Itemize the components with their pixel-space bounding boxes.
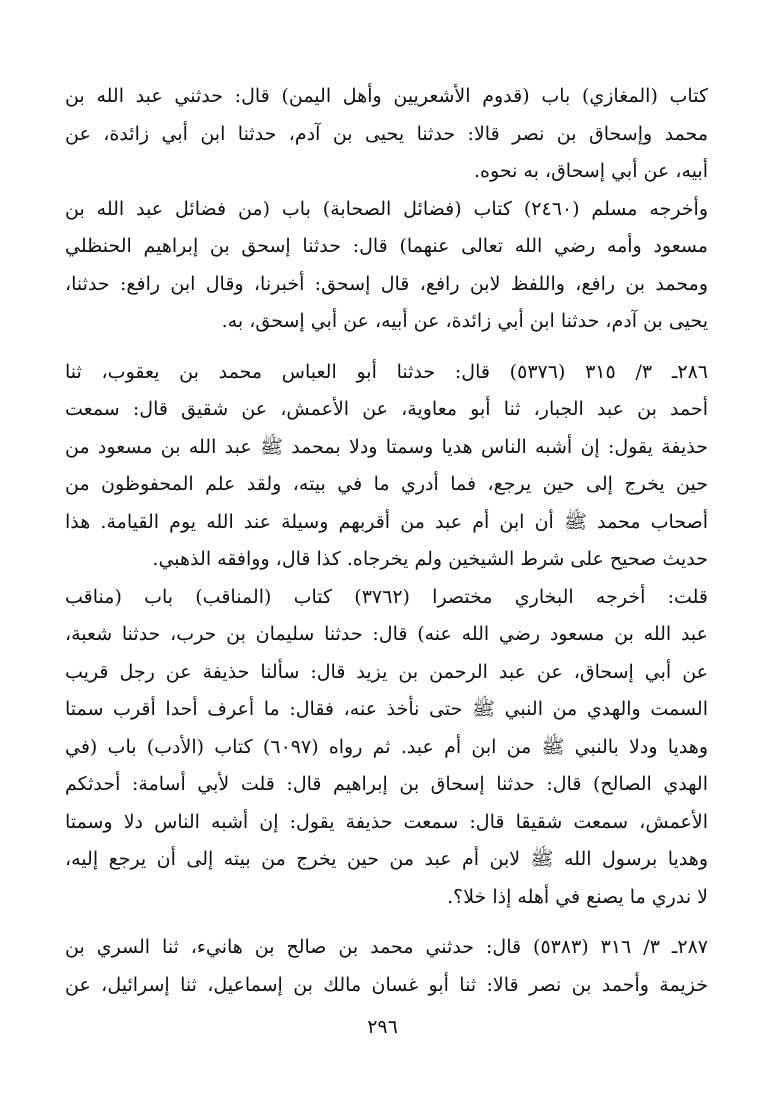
text-line: يحيى بن آدم، حدثنا ابن أبي زائدة، عن أبيه، عن أبي إسحق، به.	[221, 310, 708, 332]
text-line: مسعود وأمه رضي الله تعالى عنهما) قال: حدثنا إسحق بن إبراهيم الحنظلي	[65, 235, 708, 257]
text-line: ٢٨٧ـ ٣/ ٣١٦ (٥٣٨٣) قال: حدثني محمد بن صالح بن هانيء، ثنا السري بن	[65, 936, 708, 958]
text-line: حديث صحيح على شرط الشيخين ولم يخرجاه. كذا قال، ووافقه الذهبي.	[152, 548, 708, 570]
paragraph-hadith-287	[65, 929, 708, 1004]
section-gap	[65, 341, 708, 354]
text-line: كتاب (المغازي) باب (قدوم الأشعريين وأهل اليمن) قال: حدثني عبد الله بن	[65, 85, 708, 107]
text-line: عبد الله بن مسعود رضي الله عنه) قال: حدثنا سليمان بن حرب، حدثنا شعبة،	[65, 623, 708, 645]
text-line: حذيفة يقول: إن أشبه الناس هديا وسمتا ودلا بمحمد ﷺ عبد الله بن مسعود من	[65, 435, 708, 458]
text-line: ومحمد بن رافع، واللفظ لابن رافع، قال إسحق: أخبرنا، وقال ابن رافع: حدثنا،	[65, 272, 708, 295]
text-line: أبيه، عن أبي إسحاق، به نحوه.	[474, 160, 708, 182]
text-line: السمت والهدي من النبي ﷺ حتى نأخذ عنه، فقال: ما أعرف أحدا أقرب سمتا	[65, 698, 708, 720]
paragraph-bukhari-maghazi	[65, 78, 708, 191]
text-line: محمد وإسحاق بن نصر قالا: حدثنا يحيى بن آدم، حدثنا ابن أبي زائدة، عن	[65, 122, 708, 145]
paragraph-commentary	[65, 579, 708, 917]
text-line: حين يخرج إلى حين يرجع، فما أدري ما في بيته، ولقد علم المحفوظون من	[65, 473, 708, 495]
text-line: الهدي الصالح) قال: حدثنا إسحاق بن إبراهيم قال: قلت لأبي أسامة: أحدثكم	[65, 773, 708, 795]
text-line: قلت: أخرجه البخاري مختصرا (٣٧٦٢) كتاب (المناقب) باب (مناقب	[65, 585, 708, 608]
paragraph-hadith-286	[65, 354, 708, 579]
text-line: لا ندري ما يصنع في أهله إذا خلا؟.	[447, 885, 708, 908]
text-line: ٢٨٦ـ ٣/ ٣١٥ (٥٣٧٦) قال: حدثنا أبو العباس محمد بن يعقوب، ثنا	[65, 360, 708, 383]
text-line: الأعمش، سمعت شقيقا قال: سمعت حذيفة يقول: إن أشبه الناس دلا وسمتا	[65, 810, 708, 833]
text-line: خزيمة وأحمد بن نصر قالا: ثنا أبو غسان مالك بن إسماعيل، ثنا إسرائيل، عن	[65, 973, 708, 996]
text-line: عن أبي إسحاق، عن عبد الرحمن بن يزيد قال: سألنا حذيفة عن رجل قريب	[65, 660, 708, 683]
text-line: أصحاب محمد ﷺ أن ابن أم عبد من أقربهم وسيلة عند الله يوم القيامة. هذا	[65, 510, 708, 533]
text-line: وأخرجه مسلم (٢٤٦٠) كتاب (فضائل الصحابة) باب (من فضائل عبد الله بن	[65, 197, 708, 220]
page-content	[65, 78, 708, 1004]
paragraph-muslim-reference	[65, 191, 708, 341]
text-line: وهديا برسول الله ﷺ لابن أم عبد من حين يخرج من بيته إلى أن يرجع إليه،	[65, 848, 708, 870]
text-line: أحمد بن عبد الجبار، ثنا أبو معاوية، عن الأعمش، عن شقيق قال: سمعت	[65, 398, 708, 420]
text-line: وهديا ودلا بالنبي ﷺ من ابن أم عبد. ثم رواه (٦٠٩٧) كتاب (الأدب) باب (في	[65, 735, 708, 758]
page-number: ٢٩٦	[367, 1016, 398, 1038]
section-gap	[65, 916, 708, 929]
